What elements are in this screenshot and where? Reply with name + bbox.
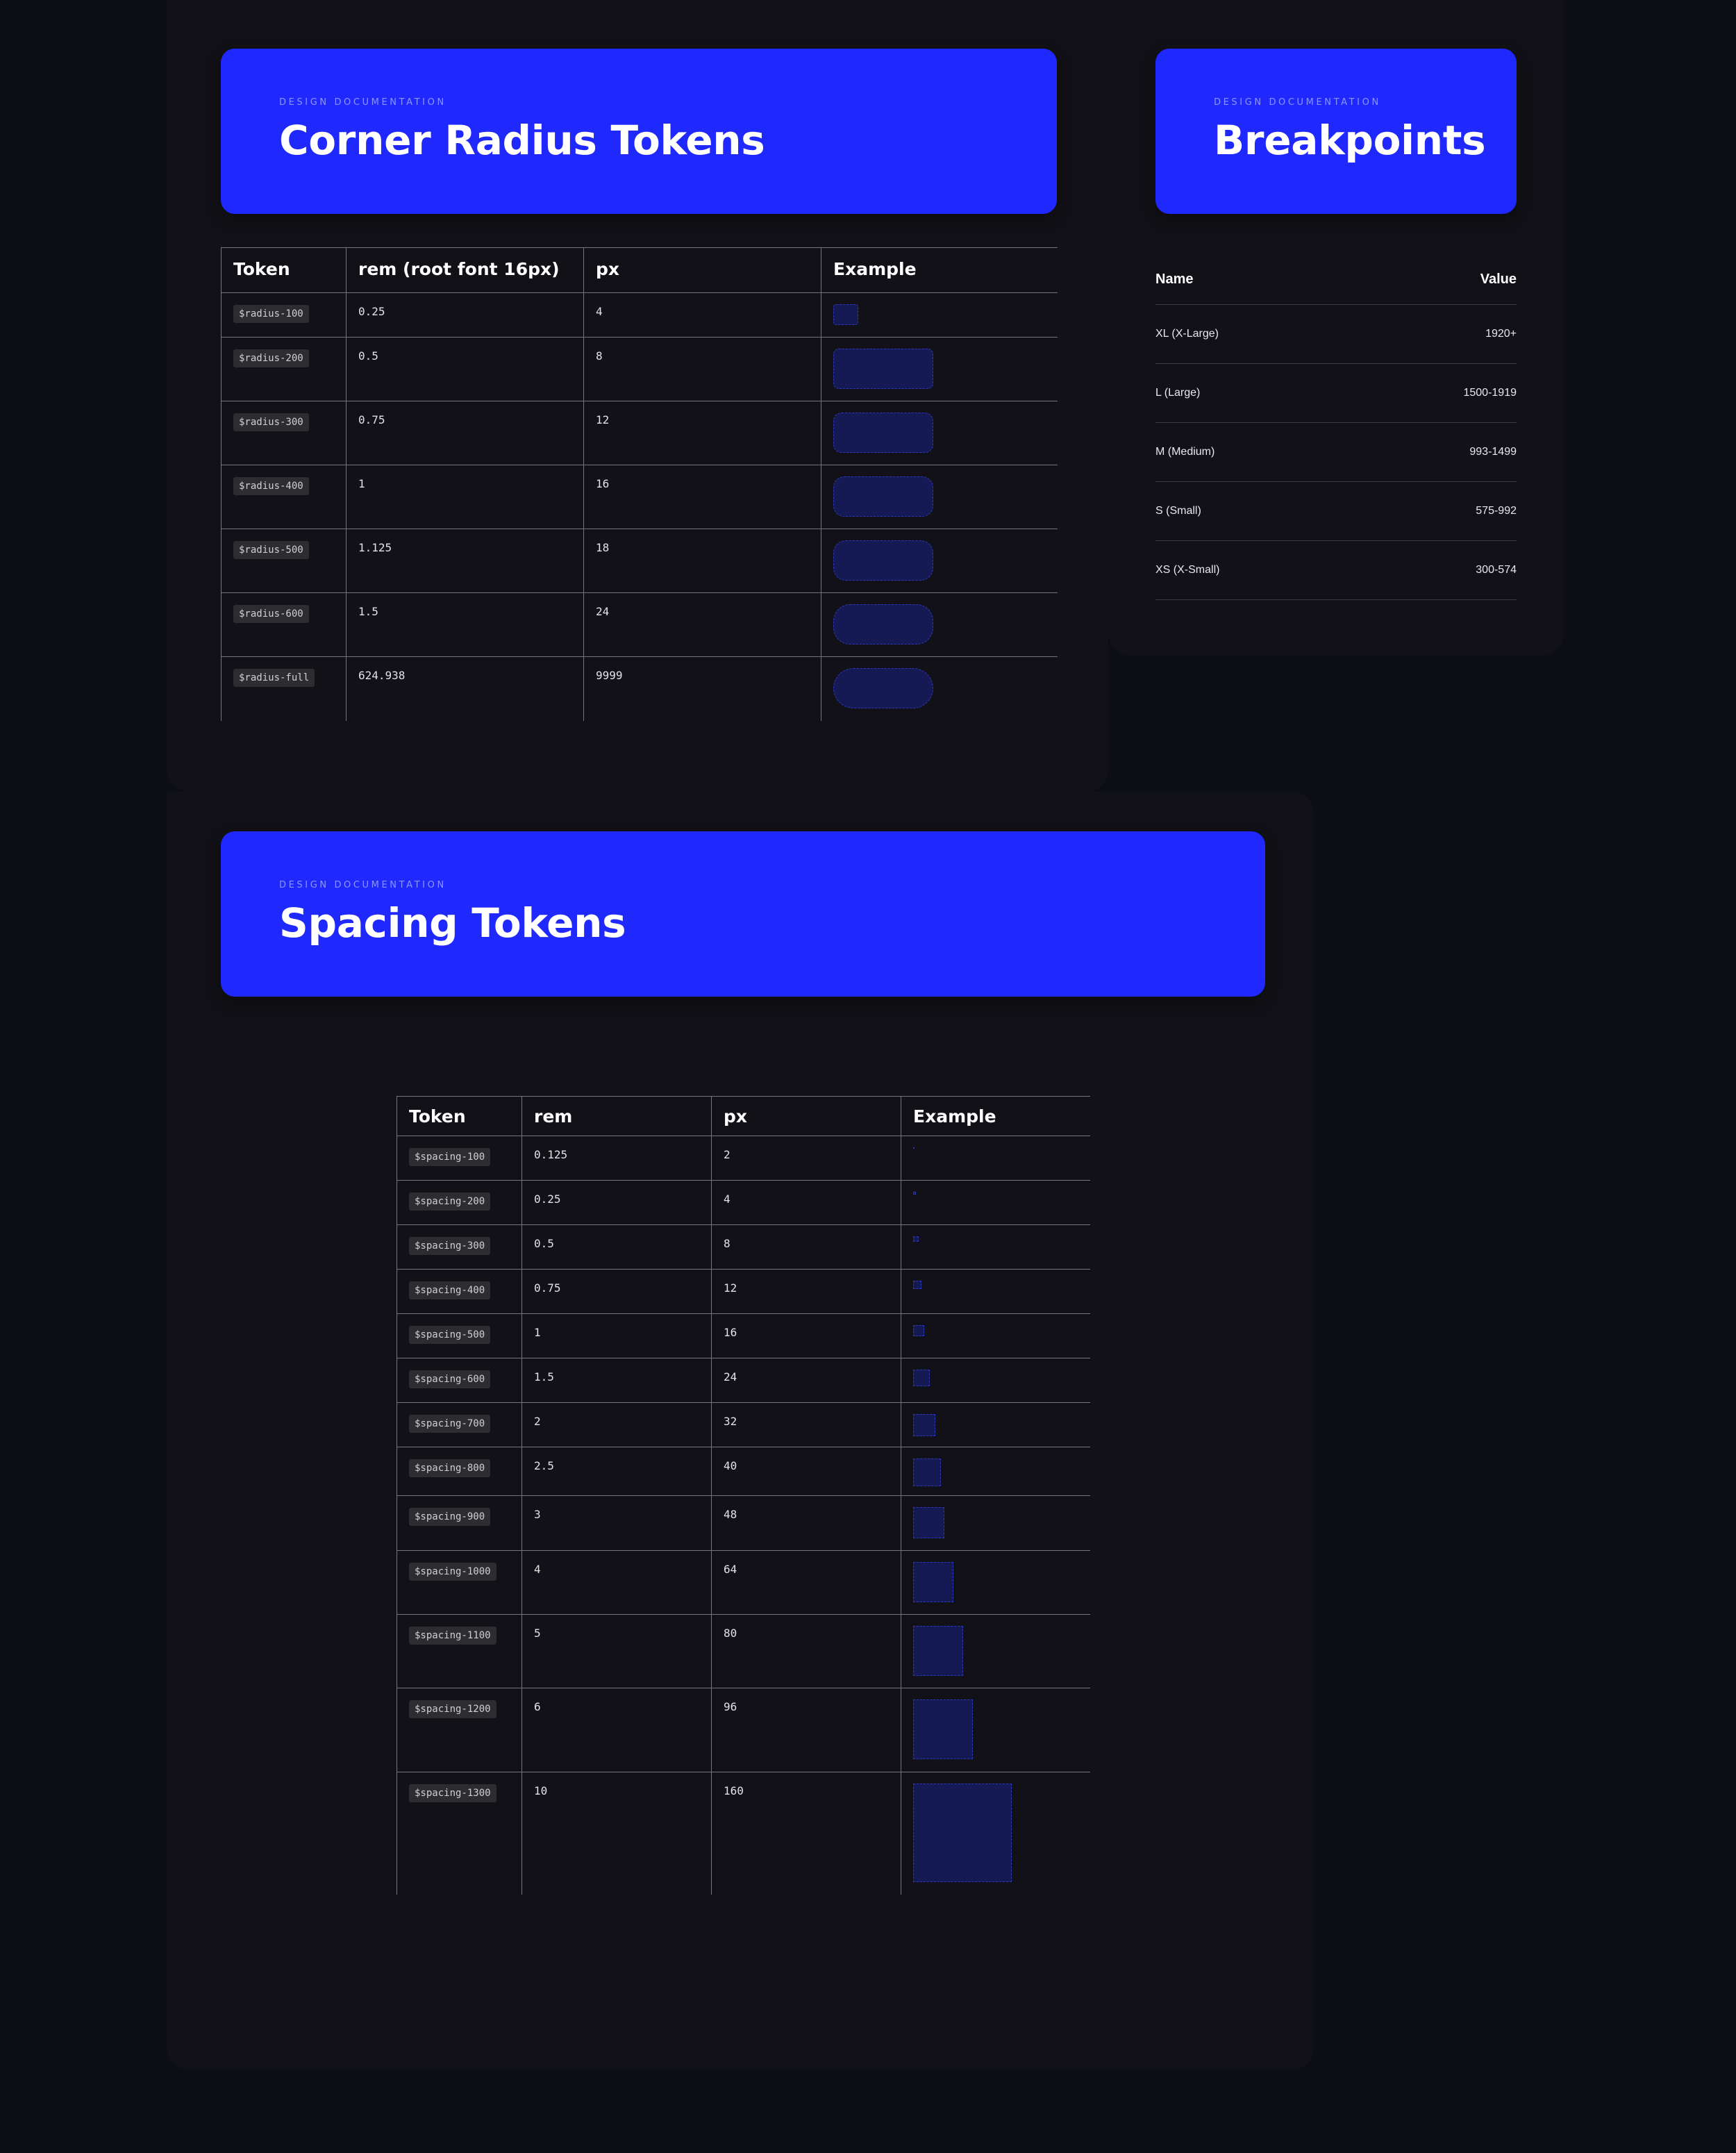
breakpoint-row [1155,423,1517,482]
px-cell: 4 [712,1181,901,1225]
example-cell [901,1314,1090,1358]
token-tag: $radius-500 [233,541,309,559]
col-header-example: Example [821,248,1058,293]
table-row [222,293,1058,338]
rem-cell: 1.5 [522,1358,712,1403]
spacing-swatch [913,1414,935,1436]
spacing-swatch [913,1784,1012,1882]
example-cell [821,529,1058,593]
spacing-swatch [913,1370,930,1386]
spacing-swatch [913,1626,963,1676]
px-cell: 12 [584,401,821,465]
rem-cell: 0.5 [347,338,584,401]
token-cell [222,338,347,401]
breakpoint-name: M (Medium) [1155,446,1215,458]
example-cell [901,1447,1090,1496]
table-row [222,338,1058,401]
token-cell [397,1270,522,1314]
token-tag: $spacing-200 [409,1192,490,1211]
token-cell [397,1447,522,1496]
token-tag: $spacing-100 [409,1148,490,1166]
col-header-px: px [584,248,821,293]
token-cell [397,1551,522,1615]
spacing-swatch [913,1562,953,1602]
example-cell [821,465,1058,529]
breakpoint-row [1155,482,1517,541]
breakpoint-name: S (Small) [1155,505,1201,517]
radius-swatch [833,604,933,645]
breakpoints-eyebrow: DESIGN DOCUMENTATION [1214,97,1381,108]
px-cell: 16 [584,465,821,529]
col-header-rem: rem (root font 16px) [347,248,584,293]
col-header-token: Token [397,1097,522,1136]
example-cell [901,1403,1090,1447]
token-cell [397,1688,522,1772]
rem-cell: 1 [347,465,584,529]
radius-swatch [833,304,858,325]
example-cell [901,1181,1090,1225]
table-row [222,657,1058,721]
token-tag: $spacing-1300 [409,1784,496,1802]
example-cell [901,1225,1090,1270]
rem-cell: 10 [522,1772,712,1895]
px-cell: 40 [712,1447,901,1496]
px-cell: 9999 [584,657,821,721]
radius-eyebrow: DESIGN DOCUMENTATION [279,97,446,108]
rem-cell: 0.125 [522,1136,712,1181]
radius-swatch [833,476,933,517]
rem-cell: 0.75 [347,401,584,465]
example-cell [901,1772,1090,1895]
radius-swatch [833,413,933,453]
table-row [397,1225,1090,1270]
breakpoint-name: L (Large) [1155,387,1201,399]
table-row [397,1551,1090,1615]
breakpoint-row [1155,305,1517,364]
table-row [397,1136,1090,1181]
spacing-swatch [913,1325,924,1336]
table-row [397,1181,1090,1225]
token-cell [397,1772,522,1895]
rem-cell: 6 [522,1688,712,1772]
token-tag: $spacing-700 [409,1415,490,1433]
px-cell: 16 [712,1314,901,1358]
rem-cell: 2 [522,1403,712,1447]
token-cell [397,1403,522,1447]
token-cell [222,529,347,593]
table-header-row [397,1097,1090,1136]
example-cell [821,401,1058,465]
breakpoint-value: 993-1499 [1469,446,1517,458]
example-cell [901,1688,1090,1772]
px-cell: 64 [712,1551,901,1615]
table-row [397,1403,1090,1447]
px-cell: 24 [584,593,821,657]
token-cell [397,1225,522,1270]
breakpoint-name: XL (X-Large) [1155,328,1219,340]
token-cell [397,1314,522,1358]
token-tag: $spacing-900 [409,1508,490,1526]
example-cell [821,338,1058,401]
example-cell [821,657,1058,721]
breakpoints-header-row [1155,254,1517,305]
table-row [397,1447,1090,1496]
token-tag: $spacing-500 [409,1326,490,1344]
px-cell: 8 [584,338,821,401]
token-cell [397,1358,522,1403]
px-cell: 80 [712,1615,901,1688]
example-cell [901,1615,1090,1688]
radius-title: Corner Radius Tokens [279,117,765,164]
col-header-value: Value [1480,271,1517,287]
breakpoints-title: Breakpoints [1214,117,1486,164]
col-header-name: Name [1155,271,1194,287]
token-cell [222,657,347,721]
token-tag: $radius-300 [233,413,309,431]
radius-table [221,247,1058,721]
table-row [222,593,1058,657]
spacing-swatch [913,1192,916,1195]
spacing-eyebrow: DESIGN DOCUMENTATION [279,880,446,890]
rem-cell: 3 [522,1496,712,1551]
rem-cell: 2.5 [522,1447,712,1496]
col-header-example: Example [901,1097,1090,1136]
example-cell [901,1496,1090,1551]
breakpoint-row [1155,364,1517,423]
rem-cell: 0.75 [522,1270,712,1314]
token-tag: $spacing-600 [409,1370,490,1388]
token-tag: $spacing-300 [409,1237,490,1255]
token-cell [222,293,347,338]
rem-cell: 4 [522,1551,712,1615]
spacing-table [397,1096,1090,1895]
breakpoint-value: 300-574 [1476,564,1517,576]
spacing-swatch [913,1281,921,1289]
example-cell [901,1136,1090,1181]
token-tag: $spacing-800 [409,1459,490,1477]
px-cell: 48 [712,1496,901,1551]
token-cell [397,1181,522,1225]
table-row [397,1772,1090,1895]
breakpoints-hero [1155,49,1517,214]
token-tag: $radius-400 [233,477,309,495]
radius-hero [221,49,1057,214]
token-tag: $spacing-1000 [409,1563,496,1581]
table-row [397,1314,1090,1358]
token-cell [222,465,347,529]
rem-cell: 1.5 [347,593,584,657]
spacing-swatch [913,1699,973,1759]
token-tag: $spacing-400 [409,1281,490,1299]
spacing-swatch [913,1147,915,1149]
px-cell: 24 [712,1358,901,1403]
breakpoint-value: 1920+ [1485,328,1517,340]
radius-swatch [833,540,933,581]
breakpoint-value: 575-992 [1476,505,1517,517]
breakpoint-row [1155,541,1517,600]
example-cell [821,593,1058,657]
example-cell [901,1358,1090,1403]
example-cell [901,1270,1090,1314]
example-cell [821,293,1058,338]
spacing-hero [221,831,1265,997]
radius-swatch [833,349,933,389]
token-tag: $spacing-1100 [409,1627,496,1645]
table-row [222,465,1058,529]
table-row [397,1615,1090,1688]
rem-cell: 0.5 [522,1225,712,1270]
example-cell [901,1551,1090,1615]
px-cell: 18 [584,529,821,593]
table-row [222,401,1058,465]
col-header-px: px [712,1097,901,1136]
token-tag: $radius-100 [233,305,309,323]
col-header-token: Token [222,248,347,293]
px-cell: 32 [712,1403,901,1447]
table-row [397,1270,1090,1314]
spacing-swatch [913,1236,919,1242]
spacing-title: Spacing Tokens [279,899,626,947]
rem-cell: 1.125 [347,529,584,593]
px-cell: 8 [712,1225,901,1270]
token-cell [222,593,347,657]
rem-cell: 624.938 [347,657,584,721]
px-cell: 2 [712,1136,901,1181]
breakpoint-value: 1500-1919 [1463,387,1517,399]
px-cell: 12 [712,1270,901,1314]
rem-cell: 5 [522,1615,712,1688]
token-cell [397,1136,522,1181]
token-tag: $spacing-1200 [409,1700,496,1718]
rem-cell: 0.25 [347,293,584,338]
spacing-swatch [913,1507,944,1538]
token-tag: $radius-full [233,669,315,687]
token-cell [222,401,347,465]
table-row [222,529,1058,593]
token-cell [397,1496,522,1551]
token-tag: $radius-600 [233,605,309,623]
radius-swatch [833,668,933,708]
spacing-swatch [913,1458,941,1486]
rem-cell: 1 [522,1314,712,1358]
px-cell: 96 [712,1688,901,1772]
token-cell [397,1615,522,1688]
px-cell: 160 [712,1772,901,1895]
table-row [397,1496,1090,1551]
token-tag: $radius-200 [233,349,309,367]
rem-cell: 0.25 [522,1181,712,1225]
breakpoints-table [1155,254,1517,600]
table-header-row [222,248,1058,293]
px-cell: 4 [584,293,821,338]
table-row [397,1688,1090,1772]
col-header-rem: rem [522,1097,712,1136]
table-row [397,1358,1090,1403]
breakpoint-name: XS (X-Small) [1155,564,1220,576]
